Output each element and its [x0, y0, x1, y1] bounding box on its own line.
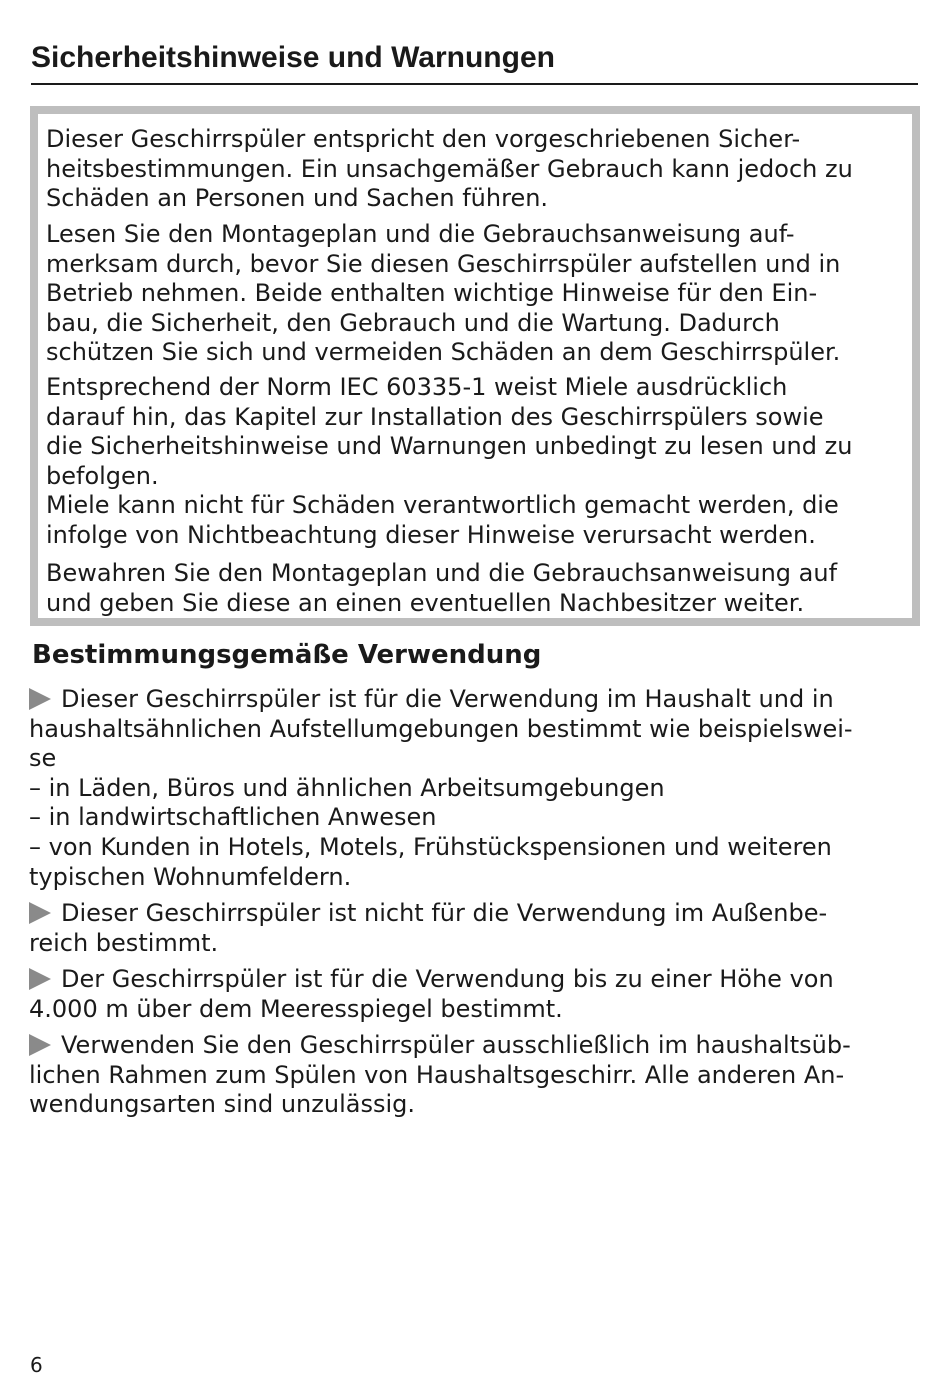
triangle-right-icon [29, 688, 51, 710]
usage-item-household [29, 685, 929, 892]
usage-item-text: Dieser Geschirrspüler ist für die Verwendung im Haushalt und in haushaltsähnlichen Aufstellumgebungen bestimmt wie beispielswei- se – in Läden, Büros und ähnlichen Arbeitsumgebungen – in landwirtschaftlichen Anwesen – von Kunden in Hotels, Motels, Frühstückspensionen und weiteren typischen Wohnumfeldern. [29, 685, 853, 891]
safety-notice-box [30, 106, 920, 626]
notice-paragraph-standard: Entsprechend der Norm IEC 60335-1 weist Miele ausdrücklich darauf hin, das Kapitel zur Installation des Geschirrspülers sowie die Sicherheitshinweise und Warnungen unbedingt zu lesen und zu befolgen. Miele kann nicht für Schäden verantwortlich gemacht werden, die infolge von Nichtbeachtung dieser Hinweise verursacht werden. [46, 373, 853, 549]
triangle-right-icon [29, 968, 51, 990]
title-divider [31, 83, 918, 85]
page-number: 6 [30, 1353, 43, 1377]
notice-paragraph-read-instructions: Lesen Sie den Montageplan und die Gebrauchsanweisung auf- merksam durch, bevor Sie diesen Geschirrspüler aufstellen und in Betrieb nehmen. Beide enthalten wichtige Hinweise für den Ein- bau, die Sicherheit, den Gebrauch und die Wartung. Dadurch schützen Sie sich und vermeiden Schäden an dem Geschirrspüler. [46, 220, 841, 367]
section-heading-intended-use: Bestimmungsgemäße Verwendung [32, 640, 542, 670]
usage-item-outdoor [29, 899, 929, 958]
usage-item-text: Verwenden Sie den Geschirrspüler ausschließlich im haushaltsüb- lichen Rahmen zum Spülen von Haushaltsgeschirr. Alle anderen An- wendungsarten sind unzulässig. [29, 1031, 851, 1119]
triangle-right-icon [29, 902, 51, 924]
usage-item-dishes-only [29, 1031, 929, 1120]
usage-item-text: Der Geschirrspüler ist für die Verwendung bis zu einer Höhe von 4.000 m über dem Meeresspiegel bestimmt. [29, 965, 834, 1023]
page-title: Sicherheitshinweise und Warnungen [31, 41, 555, 74]
notice-paragraph-keep-documents: Bewahren Sie den Montageplan und die Gebrauchsanweisung auf und geben Sie diese an einen eventuellen Nachbesitzer weiter. [46, 559, 838, 617]
triangle-right-icon [29, 1034, 51, 1056]
usage-item-text: Dieser Geschirrspüler ist nicht für die Verwendung im Außenbe- reich bestimmt. [29, 899, 828, 957]
notice-paragraph-intro: Dieser Geschirrspüler entspricht den vorgeschriebenen Sicher- heitsbestimmungen. Ein unsachgemäßer Gebrauch kann jedoch zu Schäden an Personen und Sachen führen. [46, 125, 853, 213]
usage-item-altitude [29, 965, 929, 1024]
